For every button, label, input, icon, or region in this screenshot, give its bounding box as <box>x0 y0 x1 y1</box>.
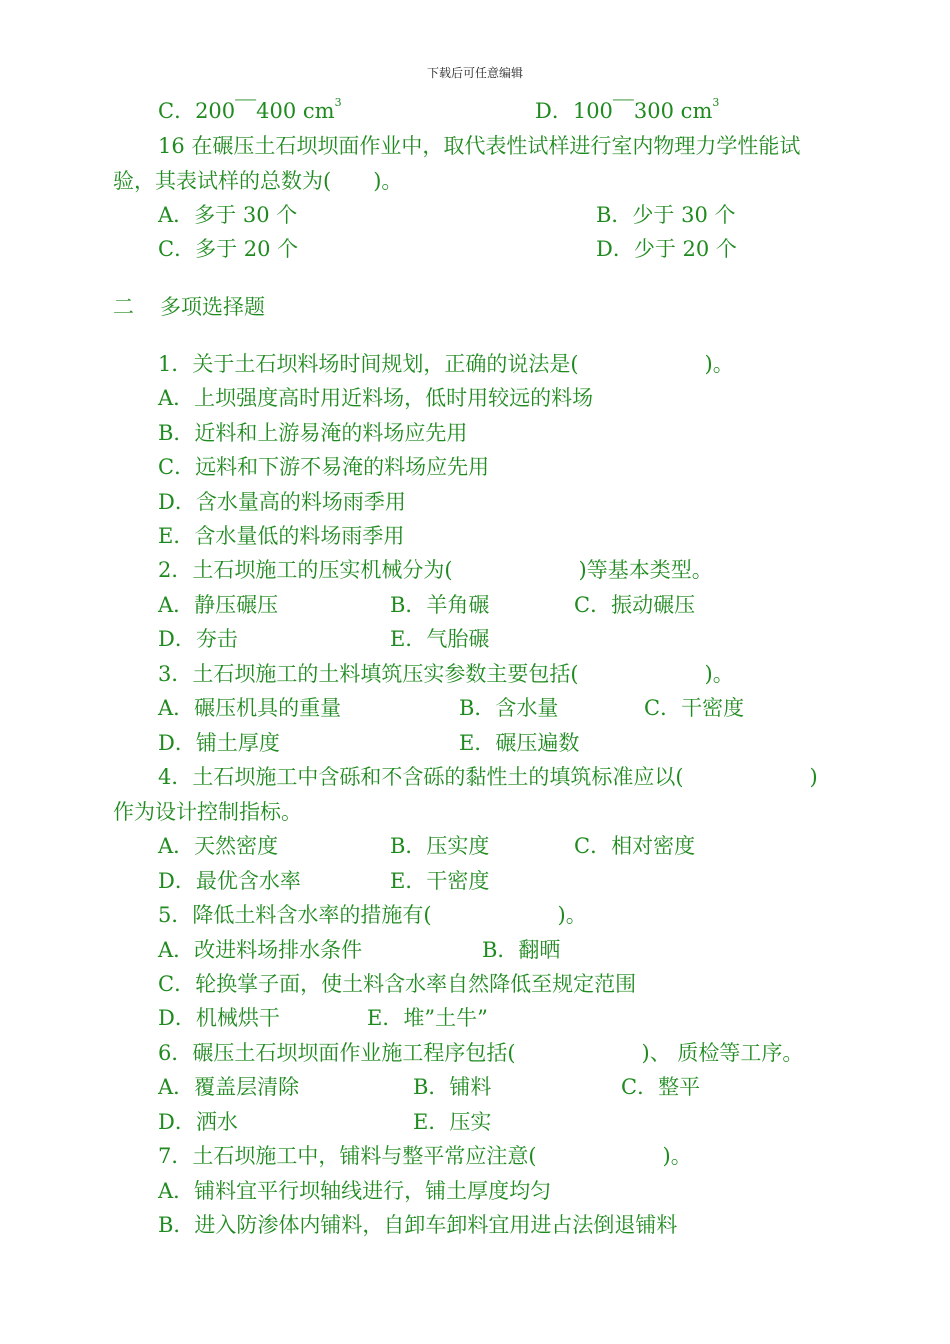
q15-option-d-text: D．100￣300 cm <box>535 99 713 123</box>
mq3-option-a: A．碾压机具的重量 <box>158 696 342 720</box>
page-header: 下载后可任意编辑 <box>426 66 523 80</box>
mq1-option-c: C．远料和下游不易淹的料场应先用 <box>158 455 490 479</box>
q15-option-c-text: C．200￣400 cm <box>158 99 335 123</box>
q16-option-b: B．少于 30 个 <box>596 203 736 227</box>
q15-unit-sup: 3 <box>712 96 720 109</box>
q16-stem-line1: 16 在碾压土石坝坝面作业中，取代表性试样进行室内物理力学性能试 <box>158 134 801 158</box>
mq1-option-e: E．含水量低的料场雨季用 <box>158 524 405 548</box>
section-number: 二 <box>113 295 134 319</box>
q15-option-d <box>535 96 719 126</box>
mq4-option-e: E．干密度 <box>390 869 490 893</box>
mq2-option-b: B．羊角碾 <box>390 593 490 617</box>
mq7-option-a: A．铺料宜平行坝轴线进行，铺土厚度均匀 <box>158 1179 552 1203</box>
mq6-stem: 6．碾压土石坝坝面作业施工程序包括( )、 质检等工序。 <box>158 1041 804 1065</box>
mq2-option-c: C．振动碾压 <box>574 593 696 617</box>
mq6-option-a: A．覆盖层清除 <box>158 1075 300 1099</box>
mq2-stem: 2．土石坝施工的压实机械分为( )等基本类型。 <box>158 558 713 582</box>
mq6-option-d: D．洒水 <box>158 1110 238 1134</box>
mq5-option-a: A．改进料场排水条件 <box>158 938 363 962</box>
mq5-option-e: E．堆”土牛” <box>367 1006 488 1030</box>
mq6-option-e: E．压实 <box>413 1110 492 1134</box>
mq4-option-d: D．最优含水率 <box>158 869 301 893</box>
mq6-option-b: B．铺料 <box>413 1075 492 1099</box>
mq2-option-e: E．气胎碾 <box>390 627 490 651</box>
q15-option-c <box>158 96 342 126</box>
q16-option-a: A．多于 30 个 <box>158 203 298 227</box>
mq1-option-a: A．上坝强度高时用近料场，低时用较远的料场 <box>158 386 594 410</box>
mq5-stem: 5．降低土料含水率的措施有( )。 <box>158 903 587 927</box>
mq4-option-b: B．压实度 <box>390 834 490 858</box>
mq6-option-c: C．整平 <box>621 1075 701 1099</box>
mq4-stem-line2: 作为设计控制指标。 <box>113 800 302 824</box>
mq5-option-d: D．机械烘干 <box>158 1006 280 1030</box>
q16-stem-line2: 验，其表试样的总数为( )。 <box>113 169 403 193</box>
mq4-option-a: A．天然密度 <box>158 834 279 858</box>
mq1-stem: 1．关于土石坝料场时间规划，正确的说法是( )。 <box>158 352 734 376</box>
mq1-option-b: B．近料和上游易淹的料场应先用 <box>158 421 468 445</box>
mq2-option-d: D．夯击 <box>158 627 238 651</box>
mq3-option-b: B．含水量 <box>459 696 559 720</box>
mq7-stem: 7．土石坝施工中，铺料与整平常应注意( )。 <box>158 1144 692 1168</box>
q16-option-d: D．少于 20 个 <box>596 237 737 261</box>
mq3-option-e: E．碾压遍数 <box>459 731 580 755</box>
mq3-stem: 3．土石坝施工的土料填筑压实参数主要包括( )。 <box>158 662 734 686</box>
section-title: 多项选择题 <box>160 295 265 319</box>
mq5-option-c: C．轮换掌子面，使土料含水率自然降低至规定范围 <box>158 972 637 996</box>
mq2-option-a: A．静压碾压 <box>158 593 279 617</box>
mq7-option-b: B．进入防渗体内铺料，自卸车卸料宜用进占法倒退铺料 <box>158 1213 678 1237</box>
mq1-option-d: D．含水量高的料场雨季用 <box>158 490 406 514</box>
mq4-option-c: C．相对密度 <box>574 834 696 858</box>
mq4-stem-line1: 4．土石坝施工中含砾和不含砾的黏性土的填筑标准应以( ) <box>158 765 818 789</box>
mq3-option-c: C．干密度 <box>644 696 745 720</box>
mq5-option-b: B．翻晒 <box>482 938 561 962</box>
mq3-option-d: D．铺土厚度 <box>158 731 280 755</box>
q15-unit-sup: 3 <box>334 96 342 109</box>
q16-option-c: C．多于 20 个 <box>158 237 299 261</box>
